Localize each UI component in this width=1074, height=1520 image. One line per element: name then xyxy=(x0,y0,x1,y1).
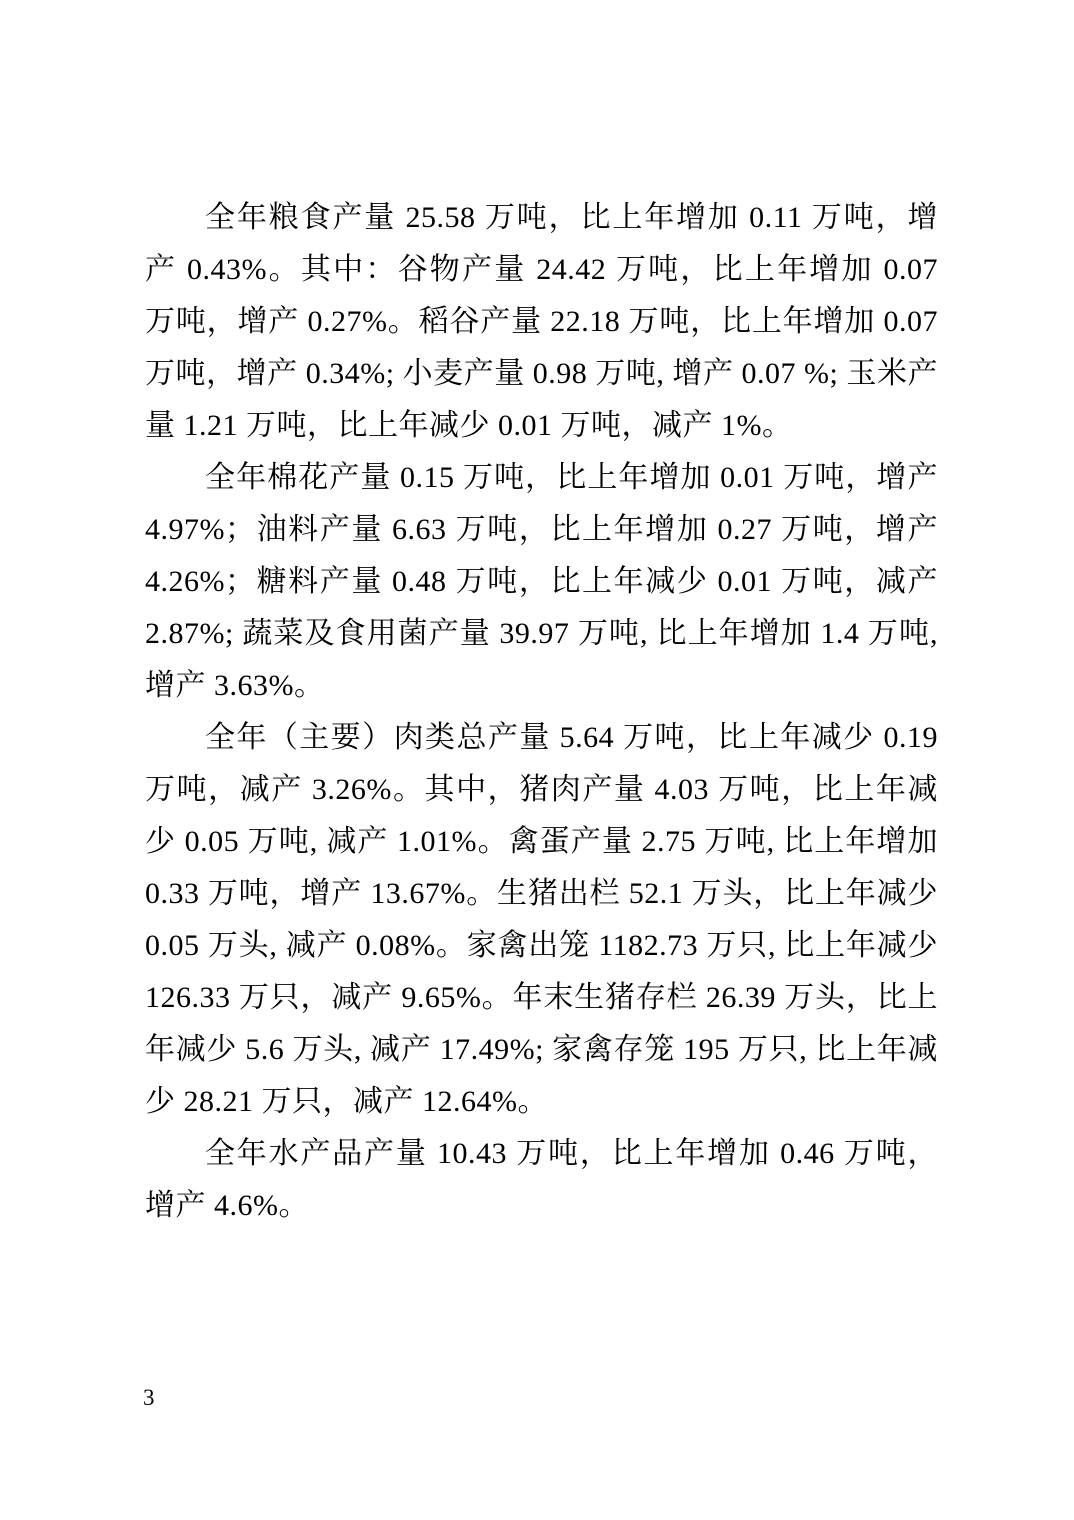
paragraph-cotton-oil-sugar-vegetable-production: 全年棉花产量 0.15 万吨，比上年增加 0.01 万吨，增产 4.97%；油料产量 6.63 万吨，比上年增加 0.27 万吨，增产 4.26%；糖料产量 0.48 万吨，比上年减少 0.01 万吨，减产 2.87%; 蔬菜及食用菌产量 39.97 万吨, 比上年增加 1.4 万吨, 增产 3.63%。 xyxy=(145,461,938,702)
paragraph-aquatic-products-production: 全年水产品产量 10.43 万吨，比上年增加 0.46 万吨，增产 4.6%。 xyxy=(145,1137,938,1222)
document-body xyxy=(145,192,938,1232)
paragraph-meat-livestock-poultry-production: 全年（主要）肉类总产量 5.64 万吨，比上年减少 0.19 万吨，减产 3.26%。其中，猪肉产量 4.03 万吨，比上年减少 0.05 万吨, 减产 1.01%。禽蛋产量 2.75 万吨, 比上年增加 0.33 万吨，增产 13.67%。生猪出栏 52.1 万头，比上年减少 0.05 万头, 减产 0.08%。家禽出笼 1182.73 万只, 比上年减少 126.33 万只，减产 9.65%。年末生猪存栏 26.39 万头，比上年减少 5.6 万头, 减产 17.49%; 家禽存笼 195 万只, 比上年减少 28.21 万只，减产 12.64%。 xyxy=(145,721,938,1118)
paragraph-grain-production: 全年粮食产量 25.58 万吨，比上年增加 0.11 万吨，增产 0.43%。其中：谷物产量 24.42 万吨，比上年增加 0.07 万吨，增产 0.27%。稻谷产量 22.18 万吨，比上年增加 0.07 万吨，增产 0.34%; 小麦产量 0.98 万吨, 增产 0.07 %; 玉米产量 1.21 万吨，比上年减少 0.01 万吨，减产 1%。 xyxy=(145,201,938,442)
page-number: 3 xyxy=(143,1385,155,1410)
